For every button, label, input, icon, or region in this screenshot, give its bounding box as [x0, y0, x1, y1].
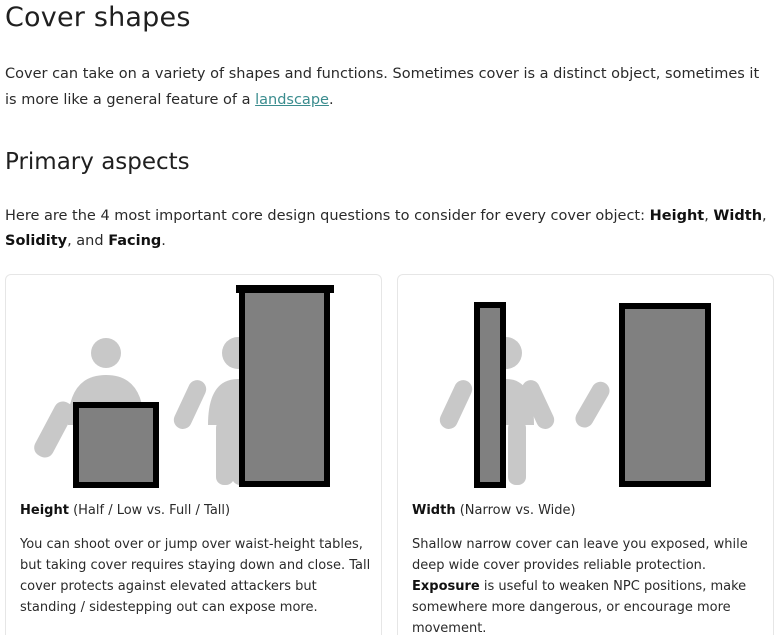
height-card-title [20, 503, 230, 518]
width-card-title [412, 503, 576, 518]
height-subtitle: (Half / Low vs. Full / Tall) [68, 503, 231, 518]
separator: , [762, 208, 767, 224]
height-card-body: You can shoot over or jump over waist-height tables, but taking cover requires staying down and close. Tall cover protects against elevated attackers but standing / sidestepping out can expose more. [20, 537, 371, 615]
hidden-person-icon [572, 379, 613, 431]
width-body-text: Shallow narrow cover can leave you exposed, while deep wide cover provides reliable protection. [412, 537, 748, 573]
separator: , [704, 208, 714, 224]
landscape-link[interactable]: landscape [255, 92, 329, 108]
questions-text-end: . [161, 233, 166, 249]
wide-cover-box [622, 306, 708, 484]
width-subtitle: (Narrow vs. Wide) [455, 503, 576, 518]
aspect-width: Width [713, 208, 763, 224]
width-label: Width [412, 503, 456, 518]
full-cover-box [242, 288, 327, 484]
width-card [397, 274, 774, 635]
width-body-text-end: is useful to weaken NPC positions, make somewhere more dangerous, or encourage more movement. [412, 579, 747, 635]
width-illustration [398, 275, 773, 495]
half-cover-box [76, 405, 156, 485]
page-title: Cover shapes [5, 2, 191, 33]
questions-text: Here are the 4 most important core design questions to consider for every cover object: [5, 208, 650, 224]
intro-text-end: . [328, 92, 334, 108]
narrow-cover-box [477, 305, 503, 485]
height-label: Height [20, 503, 69, 518]
aspect-facing: Facing [108, 233, 162, 249]
intro-paragraph [5, 61, 775, 113]
aspect-solidity: Solidity [5, 233, 68, 249]
aspect-height: Height [649, 208, 705, 224]
height-illustration [6, 275, 381, 495]
section-title: Primary aspects [5, 149, 190, 175]
width-card-body [412, 534, 764, 635]
intro-text: Cover can take on a variety of shapes and functions. Sometimes cover is a distinct object, sometimes it is more like a general feature of a [5, 66, 760, 108]
separator: , and [67, 233, 109, 249]
full-cover-cap [236, 285, 334, 293]
questions-paragraph [5, 204, 775, 254]
height-card [5, 274, 382, 635]
exposure-term: Exposure [412, 579, 480, 594]
